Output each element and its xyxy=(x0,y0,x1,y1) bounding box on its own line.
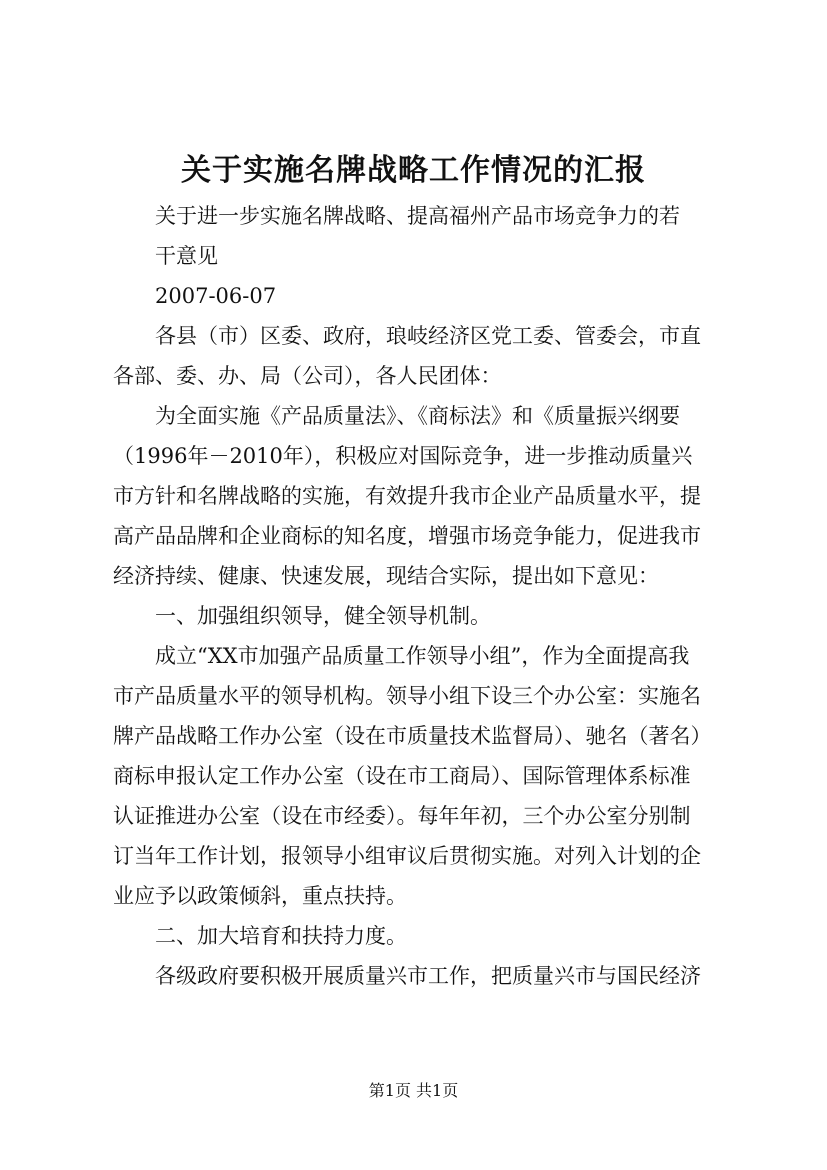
body-line: 经济持续、健康、快速发展，现结合实际，提出如下意见： xyxy=(113,564,659,588)
body-line: 市产品质量水平的领导机构。领导小组下设三个办公室：实施名 xyxy=(113,684,701,708)
body-line: 各部、委、办、局（公司），各人民团体： xyxy=(113,364,502,388)
subtitle-line-1: 关于进一步实施名牌战略、提高福州产品市场竞争力的若 xyxy=(155,204,680,228)
body-line: 高产品品牌和企业商标的知名度，增强市场竞争能力，促进我市 xyxy=(113,524,701,548)
section-heading-1: 一、加强组织领导，健全领导机制。 xyxy=(155,604,491,628)
body-line: 各县（市）区委、政府，琅岐经济区党工委、管委会，市直 xyxy=(155,324,701,348)
body-line: 订当年工作计划，报领导小组审议后贯彻实施。对列入计划的企 xyxy=(113,844,701,868)
page-footer: 第1页 共1页 xyxy=(368,1081,459,1100)
document-body xyxy=(113,196,723,996)
date-line: 2007-06-07 xyxy=(155,284,277,308)
body-line: 各级政府要积极开展质量兴市工作，把质量兴市与国民经济 xyxy=(155,964,701,988)
section-heading-2: 二、加大培育和扶持力度。 xyxy=(155,924,407,948)
body-line: （1996年－2010年），积极应对国际竞争，进一步推动质量兴 xyxy=(113,444,693,468)
body-line: 认证推进办公室（设在市经委）。每年年初，三个办公室分别制 xyxy=(113,804,691,828)
document-title: 关于实施名牌战略工作情况的汇报 xyxy=(181,153,646,188)
body-line: 成立“XX市加强产品质量工作领导小组”，作为全面提高我 xyxy=(155,644,690,668)
body-line: 业应予以政策倾斜，重点扶持。 xyxy=(113,884,407,908)
body-line: 牌产品战略工作办公室（设在市质量技术监督局）、驰名（著名） xyxy=(113,724,712,748)
subtitle-line-2: 干意见 xyxy=(155,244,218,268)
body-line: 商标申报认定工作办公室（设在市工商局）、国际管理体系标准 xyxy=(113,764,691,788)
body-line: 市方针和名牌战略的实施，有效提升我市企业产品质量水平，提 xyxy=(113,484,701,508)
body-line: 为全面实施《产品质量法》、《商标法》和《质量振兴纲要 xyxy=(155,404,680,428)
